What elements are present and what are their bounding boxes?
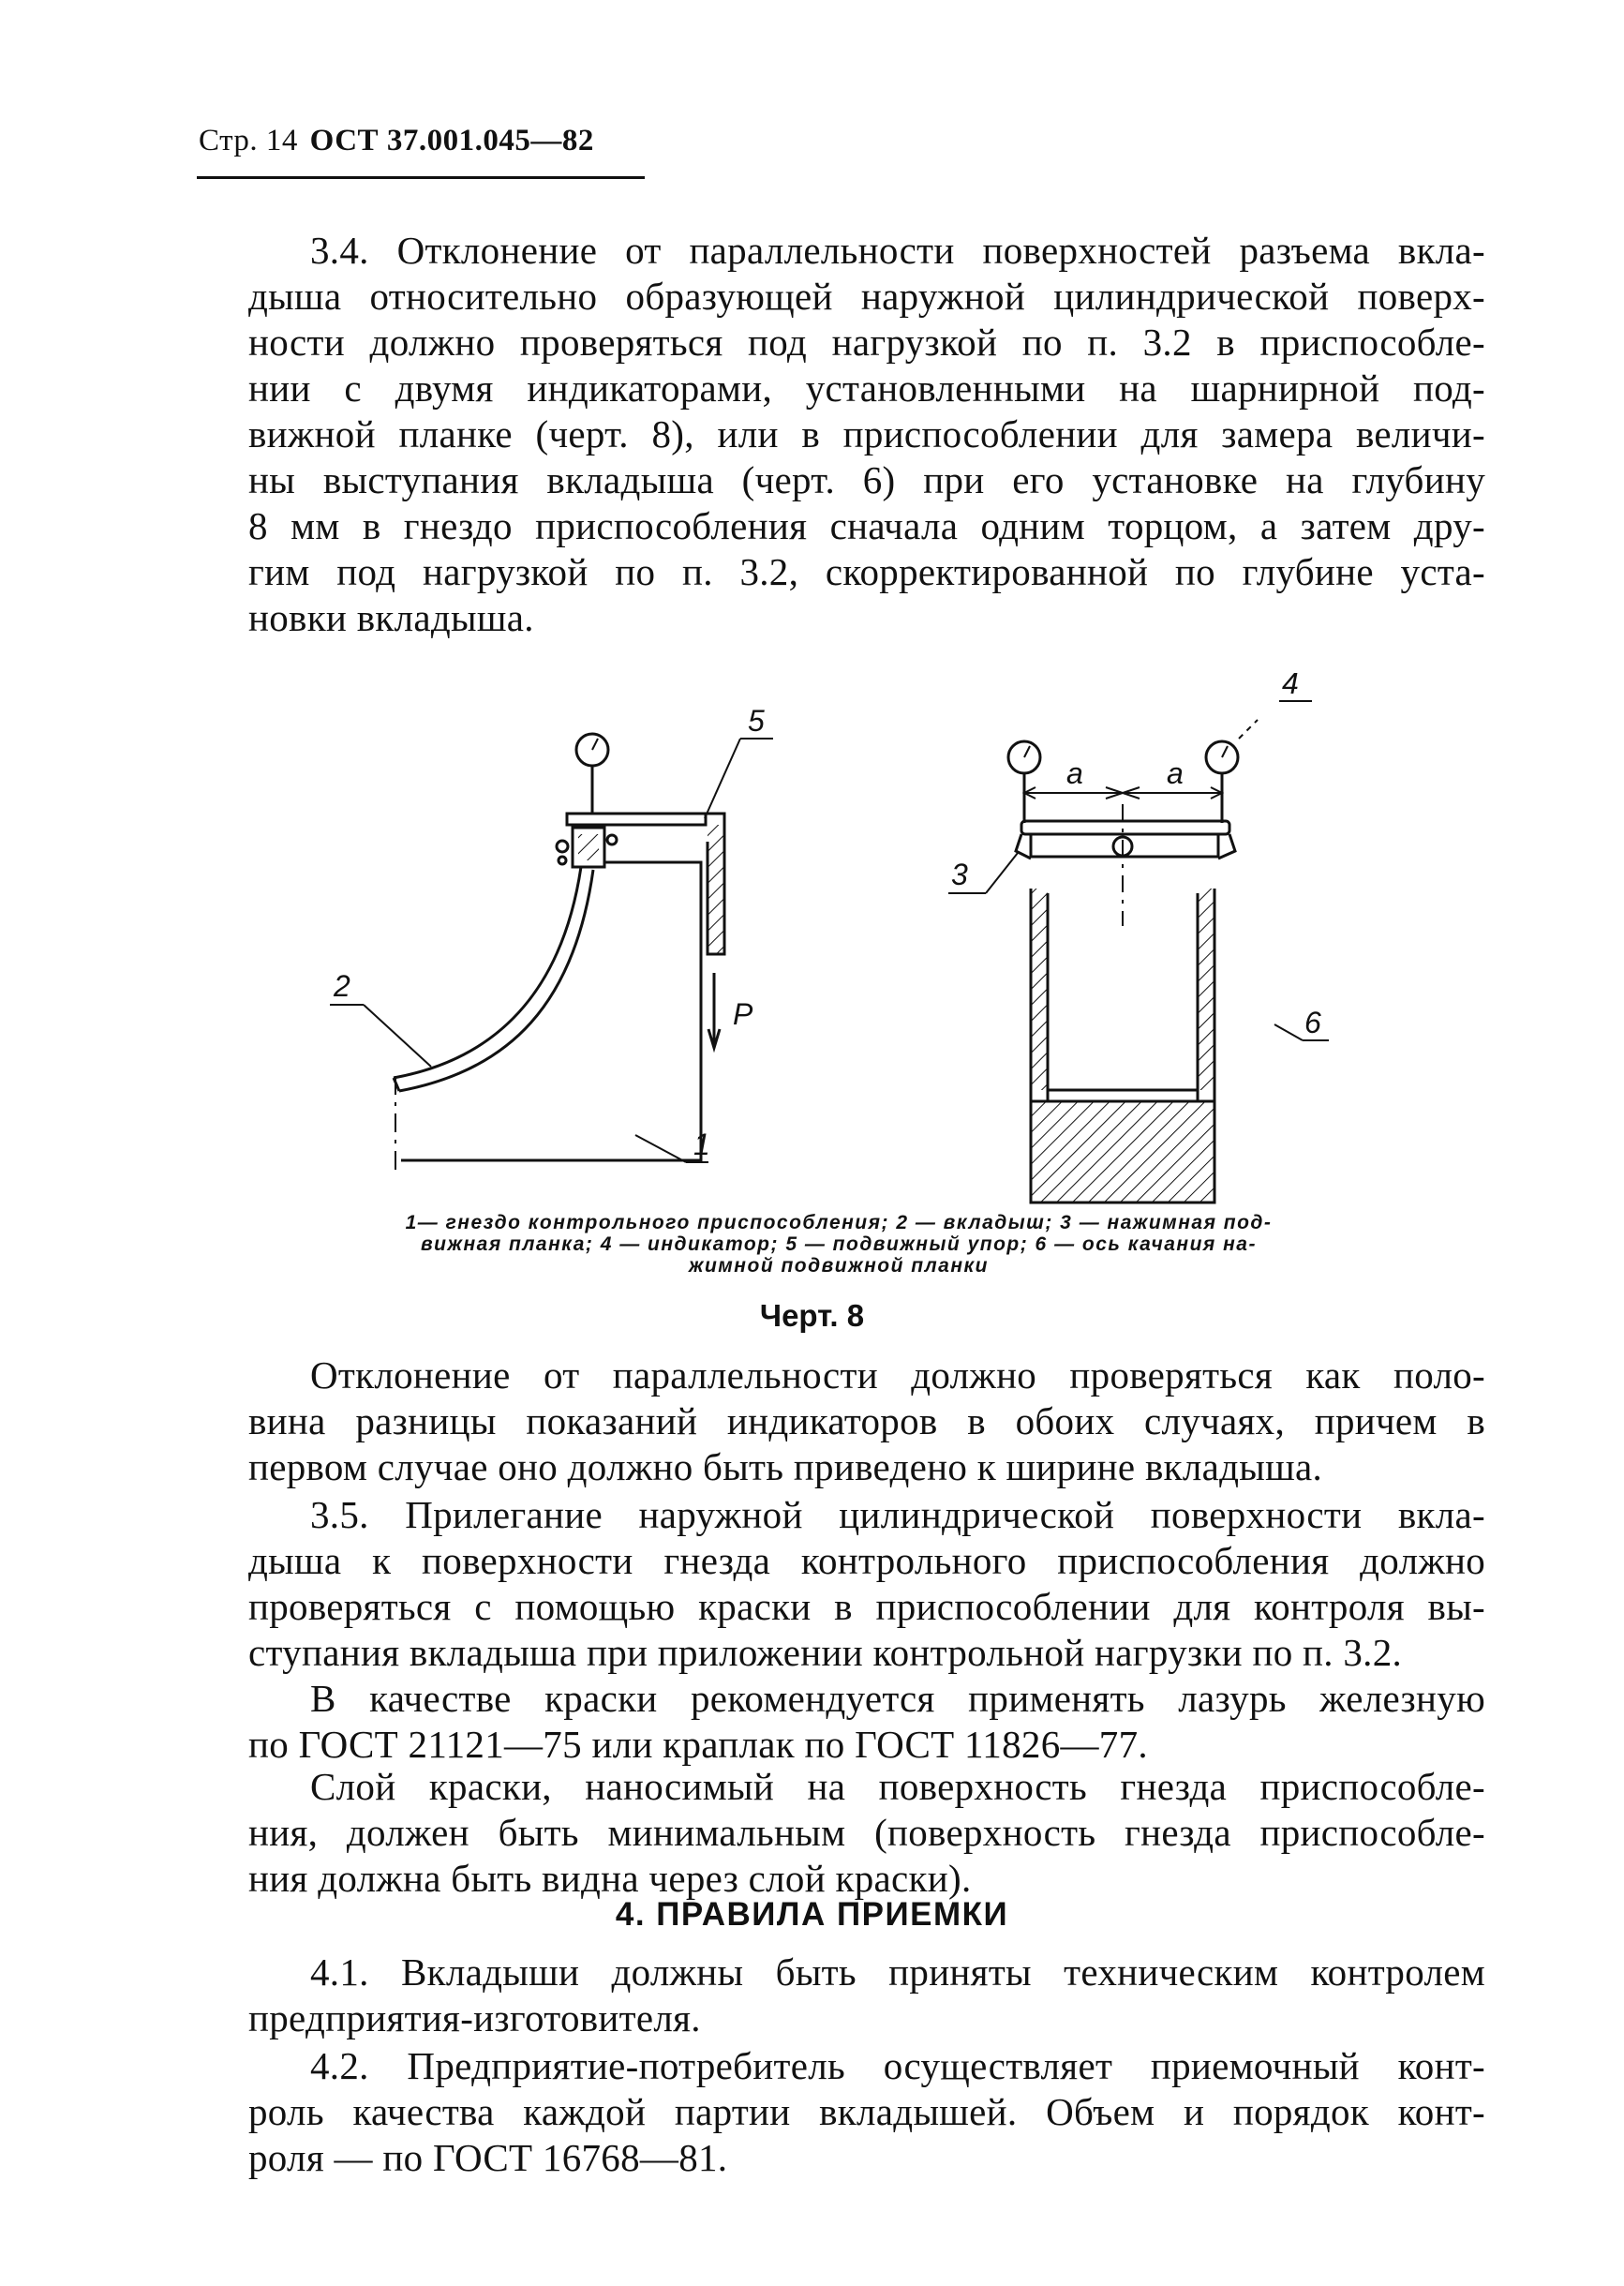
text-line: ния должна быть видна через слой краски). bbox=[248, 1857, 972, 1900]
text-line: Слой краски, наносимый на поверхность гнезда приспособле- bbox=[310, 1765, 1485, 1808]
text-line: ности должно проверяться под нагрузкой по п. 3.2 в приспособле- bbox=[248, 321, 1485, 364]
paragraph-3-4 bbox=[248, 228, 1485, 641]
text-line: дыша относительно образующей наружной цилиндрической поверх- bbox=[248, 275, 1485, 318]
document-code: ОСТ 37.001.045—82 bbox=[309, 124, 594, 157]
label-5-left: 5 bbox=[748, 704, 765, 738]
text-line: ны выступания вкладыша (черт. 6) при его установке на глубину bbox=[248, 458, 1485, 501]
paragraph-paint bbox=[248, 1676, 1485, 1768]
text-line: по ГОСТ 21121—75 или краплак по ГОСТ 11826—77. bbox=[248, 1723, 1148, 1766]
paragraph-deviation bbox=[248, 1352, 1485, 1490]
label-p: P bbox=[733, 997, 753, 1031]
label-1: 1 bbox=[693, 1128, 710, 1161]
text-line: вина разницы показаний индикаторов в обоих случаях, причем в bbox=[248, 1399, 1485, 1442]
text-line: В качестве краски рекомендуется применять лазурь железную bbox=[310, 1677, 1485, 1720]
paragraph-layer bbox=[248, 1764, 1485, 1902]
text-line: ступания вкладыша при приложении контрольной нагрузки по п. 3.2. bbox=[248, 1631, 1403, 1674]
right-view bbox=[948, 673, 1329, 1203]
caption-line: 1— гнездо контрольного приспособления; 2 — вкладыш; 3 — нажимная под- bbox=[405, 1212, 1273, 1233]
label-4: 4 bbox=[1282, 673, 1299, 700]
text-line: 8 мм в гнездо приспособления сначала одним торцом, а затем дру- bbox=[248, 504, 1485, 547]
text-line: предприятия-изготовителя. bbox=[248, 1996, 701, 2039]
text-line: 3.4. Отклонение от параллельности поверхностей разъема вкла- bbox=[310, 229, 1485, 272]
label-a-right: a bbox=[1167, 756, 1184, 790]
section-heading: 4. ПРАВИЛА ПРИЕМКИ bbox=[615, 1896, 1009, 1933]
text-line: нии с двумя индикаторами, установленными на шарнирной под- bbox=[248, 366, 1485, 410]
text-line: 3.5. Прилегание наружной цилиндрической поверхности вкла- bbox=[310, 1493, 1485, 1536]
text-line: Отклонение от параллельности должно проверяться как поло- bbox=[310, 1353, 1485, 1397]
label-3: 3 bbox=[951, 858, 968, 891]
text-line: ния, должен быть минимальным (поверхность гнезда приспособле- bbox=[248, 1811, 1485, 1854]
text-line: гим под нагрузкой по п. 3.2, скорректированной по глубине уста- bbox=[248, 550, 1485, 593]
figure-caption bbox=[319, 1212, 1359, 1277]
label-2: 2 bbox=[334, 969, 350, 1003]
caption-line: жимной подвижной планки bbox=[688, 1255, 989, 1277]
text-line: первом случае оно должно быть приведено к ширине вкладыша. bbox=[248, 1445, 1323, 1488]
caption-line: вижная планка; 4 — индикатор; 5 — подвижный упор; 6 — ось качания на- bbox=[421, 1233, 1257, 1255]
text-line: роль качества каждой партии вкладышей. Объем и порядок конт- bbox=[248, 2090, 1485, 2133]
text-line: вижной планке (черт. 8), или в приспособлении для замера величи- bbox=[248, 412, 1485, 456]
label-6: 6 bbox=[1304, 1006, 1321, 1039]
figure-svg bbox=[281, 673, 1387, 1217]
label-a-left: a bbox=[1066, 756, 1083, 790]
header-rule bbox=[197, 176, 645, 179]
paragraph-4-1 bbox=[248, 1950, 1485, 2041]
paragraph-4-2 bbox=[248, 2043, 1485, 2181]
figure-title: Черт. 8 bbox=[759, 1298, 865, 1333]
text-line: дыша к поверхности гнезда контрольного приспособления должно bbox=[248, 1539, 1485, 1582]
text-line: роля — по ГОСТ 16768—81. bbox=[248, 2136, 728, 2179]
page-number: Стр. 14 bbox=[199, 124, 298, 157]
page-header bbox=[199, 124, 594, 158]
paragraph-3-5 bbox=[248, 1492, 1485, 1676]
figure-8-drawing bbox=[281, 673, 1387, 1217]
text-line: 4.2. Предприятие-потребитель осуществляет приемочный конт- bbox=[310, 2044, 1485, 2087]
text-line: 4.1. Вкладыши должны быть приняты техническим контролем bbox=[310, 1950, 1485, 1994]
text-line: новки вкладыша. bbox=[248, 596, 534, 639]
text-line: проверяться с помощью краски в приспособлении для контроля вы- bbox=[248, 1585, 1485, 1628]
left-view bbox=[330, 704, 773, 1170]
